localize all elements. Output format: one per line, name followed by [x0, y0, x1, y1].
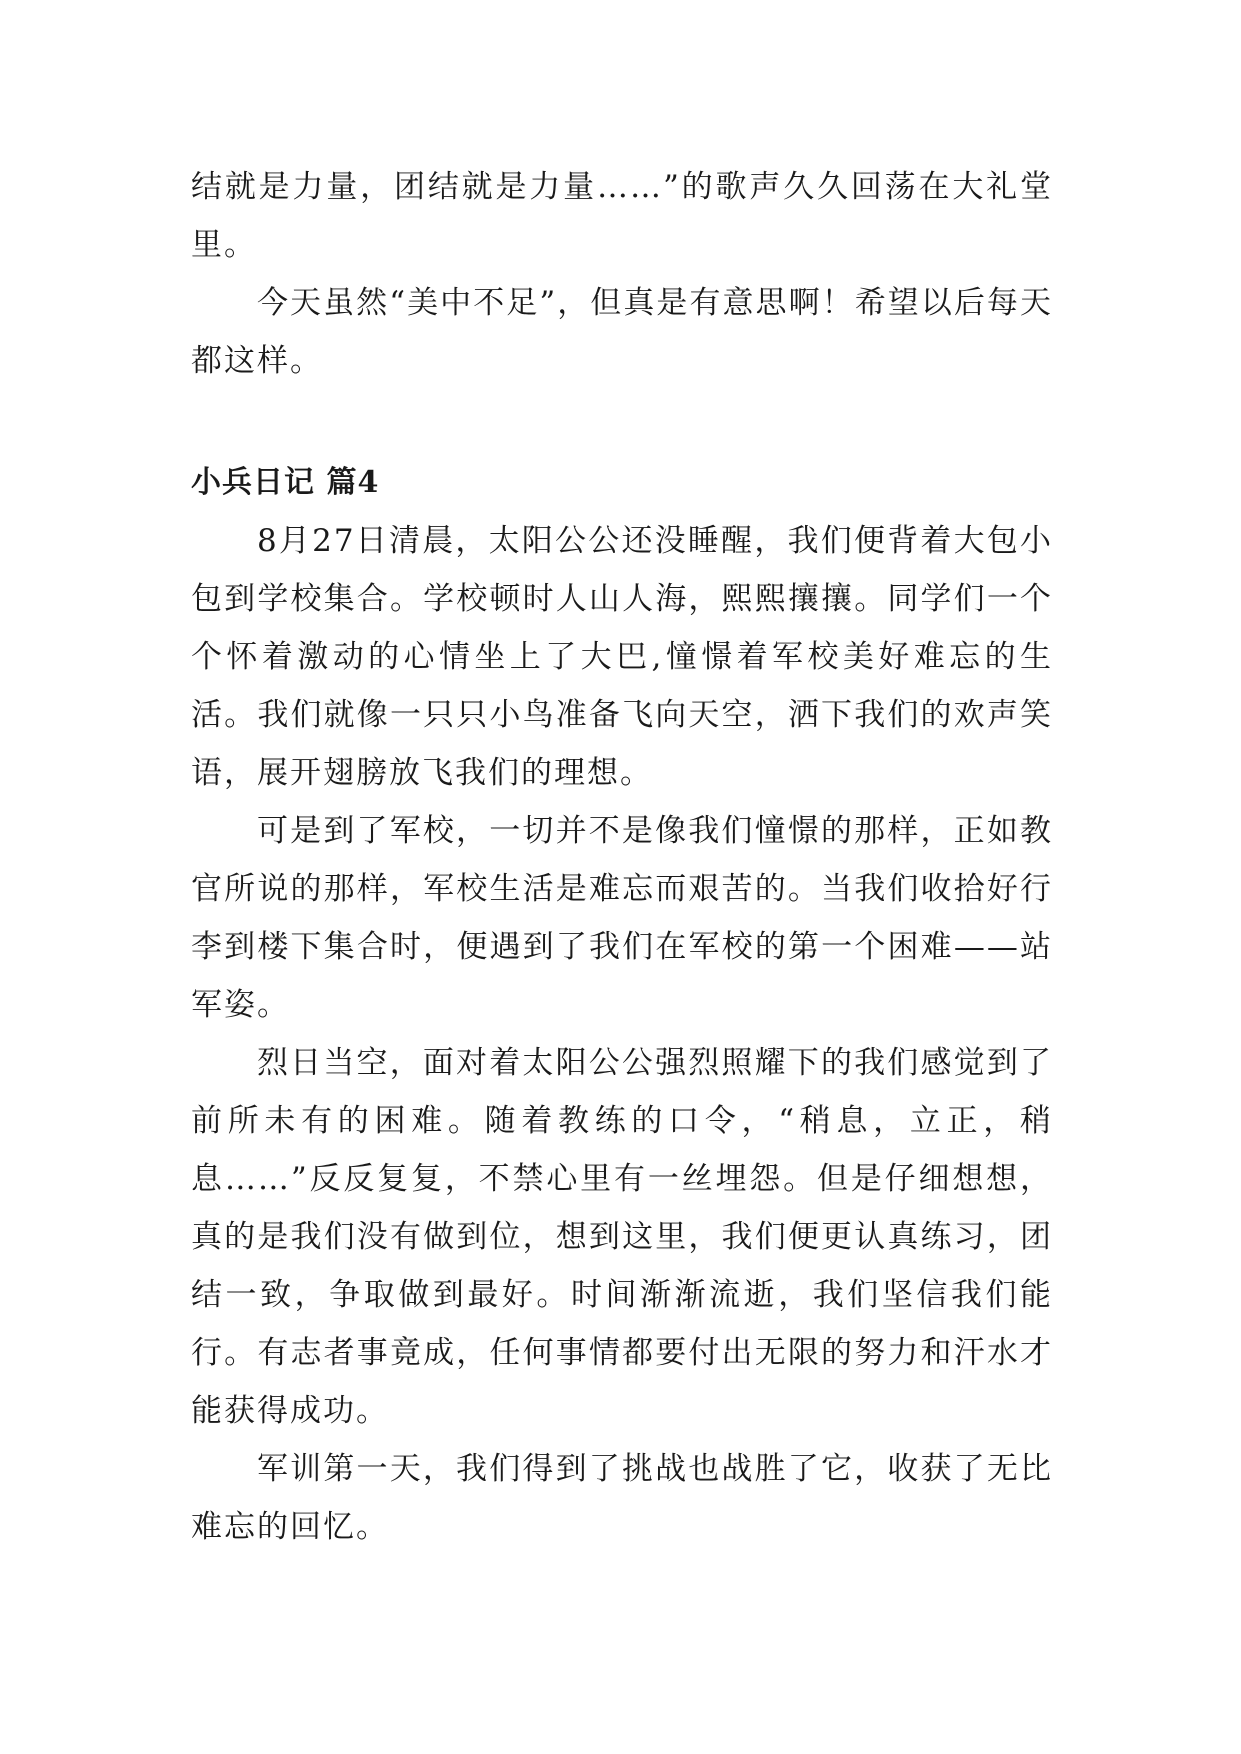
paragraph: 可是到了军校，一切并不是像我们憧憬的那样，正如教官所说的那样，军校生活是难忘而艰苦的。当我们收拾好行李到楼下集合时，便遇到了我们在军校的第一个困难——站军姿。: [191, 813, 1053, 1023]
paragraph: 军训第一天，我们得到了挑战也战胜了它，收获了无比难忘的回忆。: [191, 1451, 1053, 1545]
paragraph: 烈日当空，面对着太阳公公强烈照耀下的我们感觉到了前所未有的困难。随着教练的口令，“稍息，立正，稍息……”反反复复，不禁心里有一丝埋怨。但是仔细想想，真的是我们没有做到位，想到这里，我们便更认真练习，团结一致，争取做到最好。时间渐渐流逝，我们坚信我们能行。有志者事竟成，任何事情都要付出无限的努力和汗水才能获得成功。: [191, 1045, 1053, 1429]
document-page: [191, 158, 1053, 1556]
paragraph: 8月27日清晨，太阳公公还没睡醒，我们便背着大包小包到学校集合。学校顿时人山人海，熙熙攘攘。同学们一个个怀着激动的心情坐上了大巴,憧憬着军校美好难忘的生活。我们就像一只只小鸟准备飞向天空，洒下我们的欢声笑语，展开翅膀放飞我们的理想。: [191, 523, 1053, 791]
section-heading: 小兵日记 篇4: [191, 465, 380, 500]
paragraph: 今天虽然“美中不足”，但真是有意思啊！希望以后每天都这样。: [191, 285, 1053, 379]
paragraph: 结就是力量，团结就是力量……”的歌声久久回荡在大礼堂里。: [191, 169, 1053, 263]
section-gap: [191, 390, 1053, 454]
